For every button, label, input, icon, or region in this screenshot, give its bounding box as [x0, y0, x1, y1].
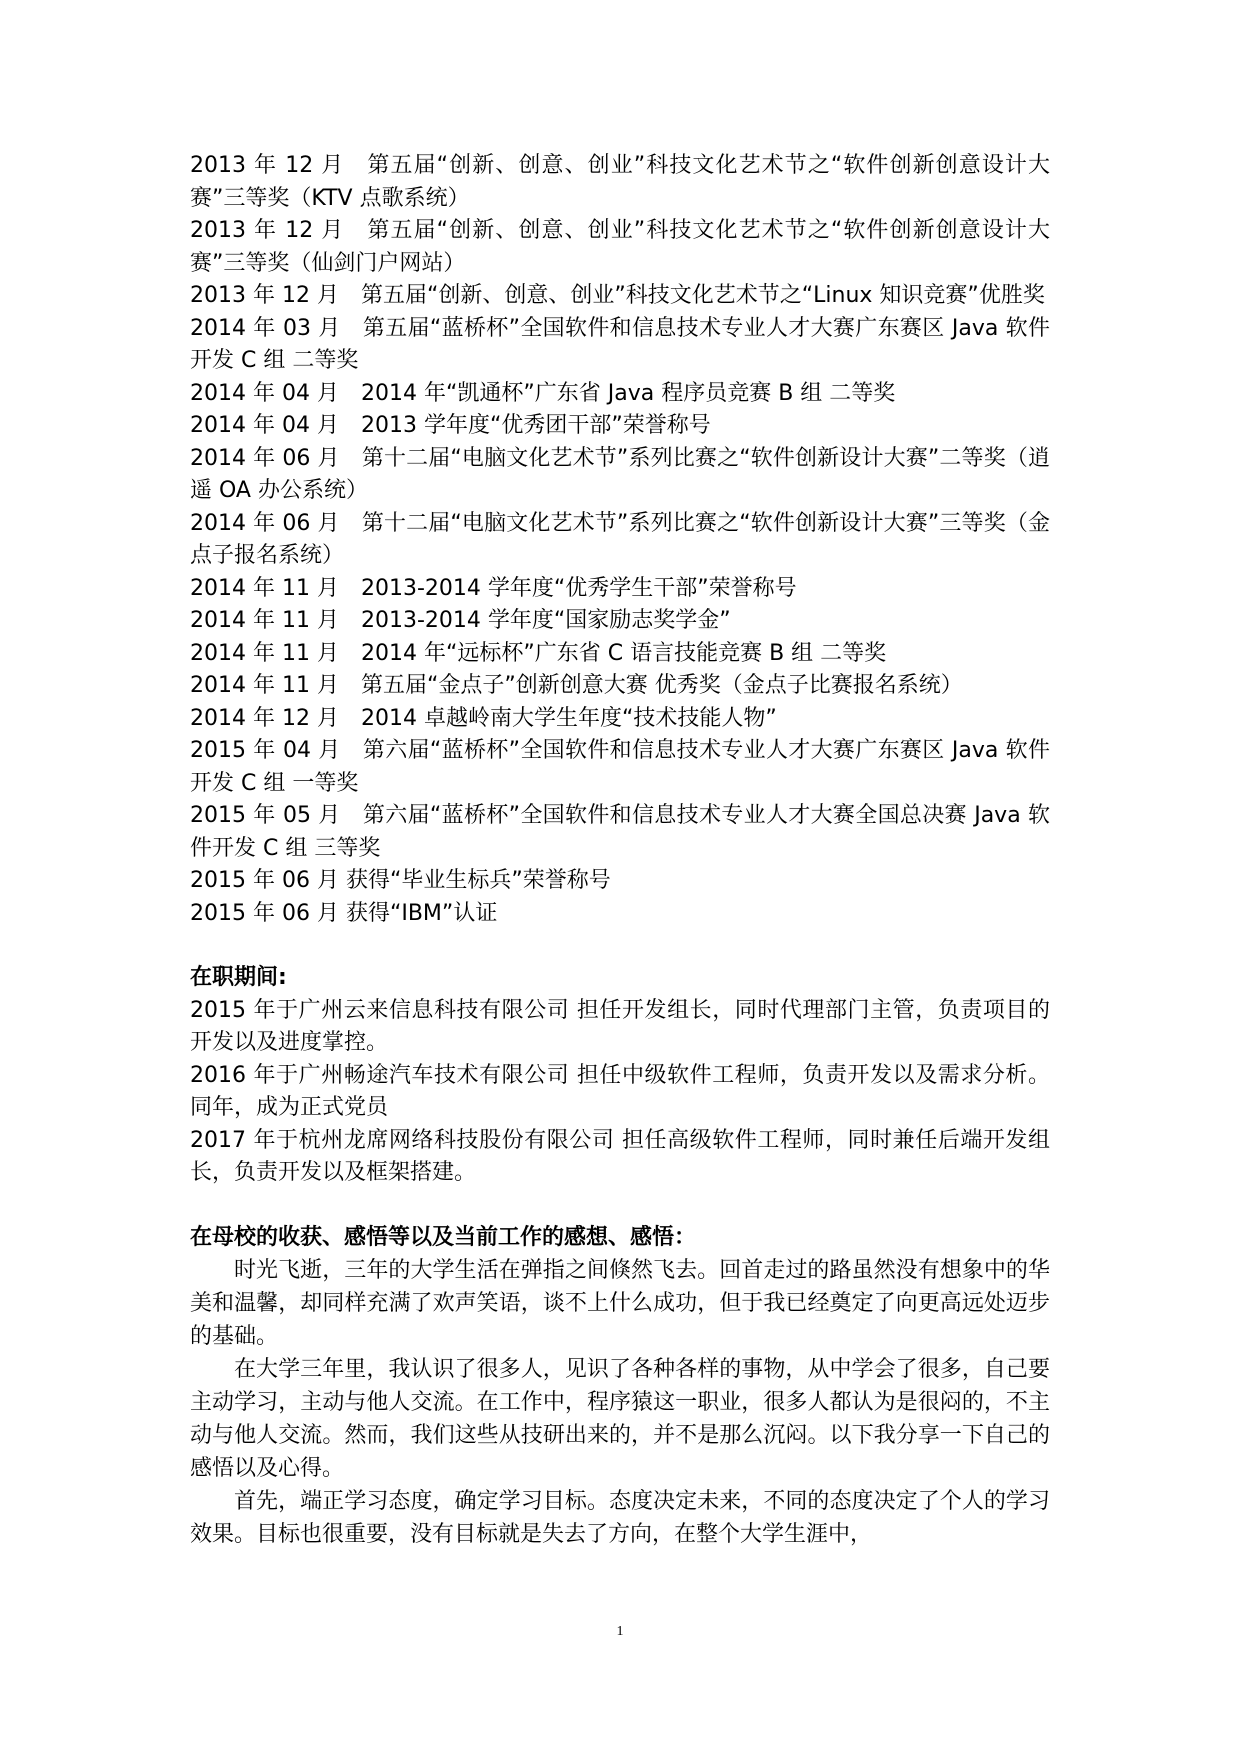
employment-heading: 在职期间:: [190, 965, 287, 990]
employment-list: [190, 995, 1050, 1190]
award-item: 2014 年 11 月 2013-2014 学年度“国家励志奖学金”: [190, 608, 731, 633]
award-item: 2014 年 12 月 2014 卓越岭南大学生年度“技术技能人物”: [190, 705, 777, 731]
award-item: 2014 年 06 月 第十二届“电脑文化艺术节”系列比赛之“软件创新设计大赛”三等奖（金点子报名系统）: [190, 510, 1050, 568]
award-item: 2013 年 12 月 第五届“创新、创意、创业”科技文化艺术节之“软件创新创意设计大赛”三等奖（KTV 点歌系统）: [190, 153, 1050, 211]
award-item: 2013 年 12 月 第五届“创新、创意、创业”科技文化艺术节之“Linux 知识竞赛”优胜奖: [190, 283, 1045, 308]
reflection-body: [190, 1254, 1050, 1551]
document-page: [190, 150, 1050, 1551]
award-item: 2015 年 04 月 第六届“蓝桥杯”全国软件和信息技术专业人才大赛广东赛区 Java 软件开发 C 组 一等奖: [190, 738, 1050, 796]
award-item: 2014 年 03 月 第五届“蓝桥杯”全国软件和信息技术专业人才大赛广东赛区 Java 软件开发 C 组 二等奖: [190, 315, 1050, 373]
reflection-heading: 在母校的收获、感悟等以及当前工作的感想、感悟：: [190, 1224, 697, 1250]
award-item: 2014 年 04 月 2014 年“凯通杯”广东省 Java 程序员竞赛 B 组 二等奖: [190, 380, 896, 406]
award-item: 2014 年 11 月 2014 年“远标杯”广东省 C 语言技能竞赛 B 组 二等奖: [190, 640, 887, 666]
reflection-paragraph: 在大学三年里，我认识了很多人，见识了各种各样的事物，从中学会了很多，自己要主动学习，主动与他人交流。在工作中，程序猿这一职业，很多人都认为是很闷的，不主动与他人交流。然而，我们这些从技研出来的，并不是那么沉闷。以下我分享一下自己的感悟以及心得。: [190, 1357, 1050, 1481]
award-item: 2013 年 12 月 第五届“创新、创意、创业”科技文化艺术节之“软件创新创意设计大赛”三等奖（仙剑门户网站）: [190, 218, 1050, 276]
award-item: 2015 年 06 月 获得“毕业生标兵”荣誉称号: [190, 868, 611, 893]
awards-list: [190, 150, 1050, 930]
employment-item: 2016 年于广州畅途汽车技术有限公司 担任中级软件工程师，负责开发以及需求分析。同年，成为正式党员: [190, 1062, 1050, 1120]
award-item: 2014 年 11 月 第五届“金点子”创新创意大赛 优秀奖（金点子比赛报名系统）: [190, 673, 963, 698]
reflection-paragraph: 首先，端正学习态度，确定学习目标。态度决定未来，不同的态度决定了个人的学习效果。目标也很重要，没有目标就是失去了方向，在整个大学生涯中，: [190, 1489, 1050, 1547]
award-item: 2014 年 06 月 第十二届“电脑文化艺术节”系列比赛之“软件创新设计大赛”二等奖（逍遥 OA 办公系统）: [190, 445, 1050, 503]
award-item: 2015 年 06 月 获得“IBM”认证: [190, 900, 498, 926]
award-item: 2014 年 04 月 2013 学年度“优秀团干部”荣誉称号: [190, 413, 711, 438]
page-number: 1: [616, 1624, 624, 1639]
reflection-paragraph: 时光飞逝，三年的大学生活在弹指之间倏然飞去。回首走过的路虽然没有想象中的华美和温馨，却同样充满了欢声笑语，谈不上什么成功，但于我已经奠定了向更高远处迈步的基础。: [190, 1258, 1050, 1349]
employment-item: 2017 年于杭州龙席网络科技股份有限公司 担任高级软件工程师，同时兼任后端开发组长，负责开发以及框架搭建。: [190, 1127, 1050, 1185]
employment-item: 2015 年于广州云来信息科技有限公司 担任开发组长，同时代理部门主管，负责项目的开发以及进度掌控。: [190, 997, 1050, 1055]
award-item: 2015 年 05 月 第六届“蓝桥杯”全国软件和信息技术专业人才大赛全国总决赛 Java 软件开发 C 组 三等奖: [190, 803, 1050, 861]
award-item: 2014 年 11 月 2013-2014 学年度“优秀学生干部”荣誉称号: [190, 575, 797, 601]
